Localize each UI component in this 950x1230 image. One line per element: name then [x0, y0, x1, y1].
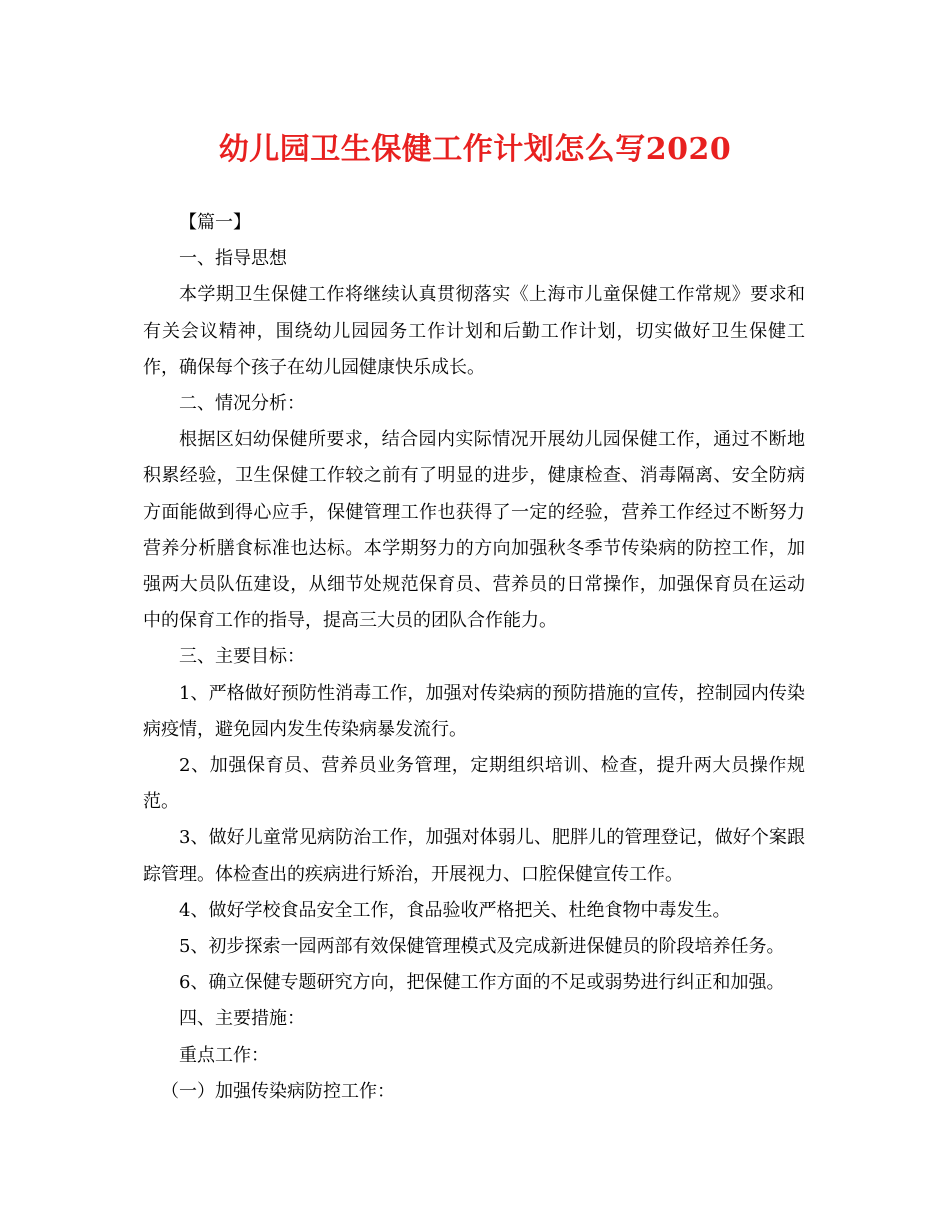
goal-item-6: 6、确立保健专题研究方向，把保健工作方面的不足或弱势进行纠正和加强。	[179, 972, 785, 994]
document-title: 幼儿园卫生保健工作计划怎么写2020	[218, 132, 732, 167]
goal-item-1: 1、严格做好预防性消毒工作，加强对传染病的预防措施的宣传，控制园内传染病疫情，避免园内发生传染病暴发流行。	[143, 682, 805, 740]
heading-main-measures: 四、主要措施：	[179, 1008, 305, 1030]
subheading-key-work: 重点工作：	[179, 1044, 269, 1066]
section-label: 【篇一】	[179, 212, 251, 233]
goal-item-2: 2、加强保育员、营养员业务管理，定期组织培训、检查，提升两大员操作规范。	[143, 755, 805, 813]
goal-item-5: 5、初步探索一园两部有效保健管理模式及完成新进保健员的阶段培养任务。	[179, 936, 785, 958]
paragraph-guiding-ideology: 本学期卫生保健工作将继续认真贯彻落实《上海市儿童保健工作常规》要求和有关会议精神，围绕幼儿园园务工作计划和后勤工作计划，切实做好卫生保健工作，确保每个孩子在幼儿园健康快乐成长。	[143, 284, 805, 378]
document-body	[143, 205, 805, 1110]
goal-item-4: 4、做好学校食品安全工作，食品验收严格把关、杜绝食物中毒发生。	[179, 899, 731, 921]
heading-situation-analysis: 二、情况分析：	[179, 393, 305, 415]
goal-item-3: 3、做好儿童常见病防治工作，加强对体弱儿、肥胖儿的管理登记，做好个案跟踪管理。体检查出的疾病进行矫治，开展视力、口腔保健宣传工作。	[143, 827, 805, 885]
heading-main-goals: 三、主要目标：	[179, 646, 305, 668]
heading-guiding-ideology: 一、指导思想	[179, 248, 287, 270]
subheading-epidemic-control: （一）加强传染病防控工作：	[161, 1080, 395, 1102]
paragraph-situation-analysis: 根据区妇幼保健所要求，结合园内实际情况开展幼儿园保健工作，通过不断地积累经验，卫生保健工作较之前有了明显的进步，健康检查、消毒隔离、安全防病方面能做到得心应手，保健管理工作也获得了一定的经验，营养工作经过不断努力营养分析膳食标准也达标。本学期努力的方向加强秋冬季节传染病的防控工作，加强两大员队伍建设，从细节处规范保育员、营养员的日常操作，加强保育员在运动中的保育工作的指导，提高三大员的团队合作能力。	[143, 429, 805, 632]
